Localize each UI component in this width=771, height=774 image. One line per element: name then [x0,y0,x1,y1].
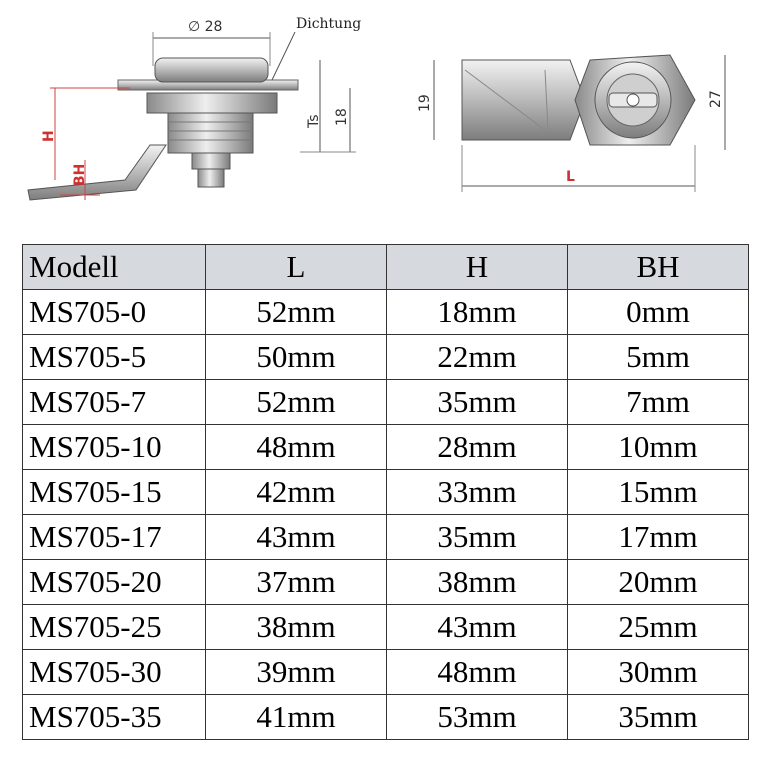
cell-h: 22mm [387,335,568,380]
lock-side-view [28,16,361,200]
cell-l: 39mm [206,650,387,695]
cell-h: 35mm [387,380,568,425]
cell-modell: MS705-17 [23,515,206,560]
lock-cap [155,58,268,82]
cell-modell: MS705-5 [23,335,206,380]
table-row [23,335,749,380]
table-row [23,470,749,515]
lock-top-view [417,55,725,192]
cell-bh: 10mm [568,425,749,470]
ts-label: Ts [306,114,322,128]
cell-modell: MS705-15 [23,470,206,515]
cell-h: 18mm [387,290,568,335]
cell-modell: MS705-25 [23,605,206,650]
table-row [23,605,749,650]
cell-h: 28mm [387,425,568,470]
cell-bh: 17mm [568,515,749,560]
cell-h: 48mm [387,650,568,695]
cell-modell: MS705-35 [23,695,206,740]
cell-h: 38mm [387,560,568,605]
cell-bh: 35mm [568,695,749,740]
header-modell: Modell [23,245,206,290]
l-label: L [566,169,575,185]
table-header-row [23,245,749,290]
h-label: H [41,130,57,142]
cell-modell: MS705-30 [23,650,206,695]
cell-bh: 30mm [568,650,749,695]
header-l: L [206,245,387,290]
shaft [192,153,230,169]
technical-drawing-svg [0,0,771,240]
table-row [23,650,749,695]
cell-h: 53mm [387,695,568,740]
cell-modell: MS705-0 [23,290,206,335]
cell-l: 43mm [206,515,387,560]
spec-table [22,244,749,740]
hex-nut [147,93,277,113]
cell-bh: 5mm [568,335,749,380]
cell-l: 48mm [206,425,387,470]
cell-modell: MS705-20 [23,560,206,605]
cell-l: 37mm [206,560,387,605]
cell-l: 41mm [206,695,387,740]
dim-19-label: 19 [417,94,433,112]
dichtung-label: Dichtung [296,16,362,32]
cell-l: 52mm [206,290,387,335]
cell-l: 50mm [206,335,387,380]
technical-drawing [0,0,771,240]
cell-bh: 7mm [568,380,749,425]
dichtung-leader-line [272,32,295,80]
bh-label: BH [72,163,88,186]
table-row [23,560,749,605]
dim-18-label: 18 [334,108,350,126]
table-row [23,380,749,425]
threaded-body [168,113,253,153]
cell-h: 35mm [387,515,568,560]
cell-bh: 0mm [568,290,749,335]
table-row [23,695,749,740]
dim-27-label: 27 [708,90,724,108]
table-row [23,425,749,470]
cell-bh: 25mm [568,605,749,650]
table-row [23,515,749,560]
diameter-label: ∅ 28 [188,19,223,35]
cell-l: 52mm [206,380,387,425]
cell-h: 33mm [387,470,568,515]
cell-h: 43mm [387,605,568,650]
cam-arm [28,145,166,200]
cell-bh: 20mm [568,560,749,605]
table-row [23,290,749,335]
header-h: H [387,245,568,290]
cam-bar-top [462,60,585,140]
cell-bh: 15mm [568,470,749,515]
cell-modell: MS705-10 [23,425,206,470]
cell-l: 42mm [206,470,387,515]
header-bh: BH [568,245,749,290]
shaft-screw [198,169,224,187]
cell-modell: MS705-7 [23,380,206,425]
cell-l: 38mm [206,605,387,650]
key-hole [627,94,639,106]
